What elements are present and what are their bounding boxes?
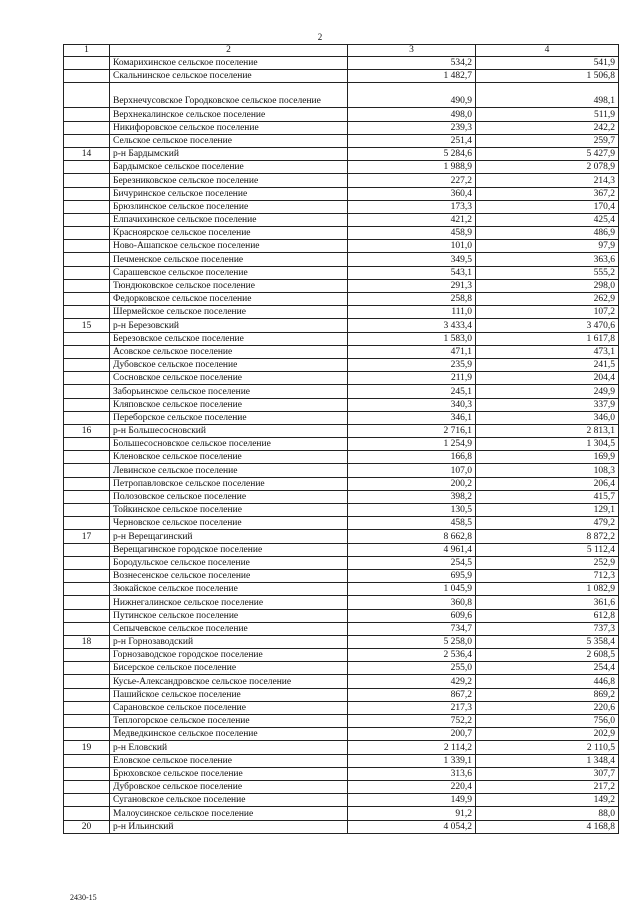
value-col3-cell: 498,0 — [348, 108, 476, 121]
value-col3-cell: 1 254,9 — [348, 438, 476, 451]
value-col4-cell: 5 427,9 — [476, 147, 619, 160]
value-col4-cell: 1 304,5 — [476, 438, 619, 451]
value-col3-cell: 458,5 — [348, 517, 476, 530]
name-cell: р-н Березовский — [110, 319, 348, 332]
settlement-row — [64, 543, 619, 556]
name-cell: Малоусинское сельское поселение — [110, 807, 348, 820]
value-col3-cell: 2 114,2 — [348, 741, 476, 754]
value-col4-cell: 1 082,9 — [476, 583, 619, 596]
name-cell: Красноярское сельское поселение — [110, 227, 348, 240]
name-cell: Еловское сельское поселение — [110, 754, 348, 767]
settlement-row — [64, 451, 619, 464]
value-col4-cell: 1 506,8 — [476, 70, 619, 83]
row-number-cell — [64, 794, 110, 807]
value-col3-cell: 3 433,4 — [348, 319, 476, 332]
name-cell: Нижнегалинское сельское поселение — [110, 596, 348, 609]
name-cell: Скальнинское сельское поселение — [110, 70, 348, 83]
value-col3-cell: 471,1 — [348, 345, 476, 358]
row-number-cell — [64, 266, 110, 279]
settlement-row — [64, 767, 619, 780]
value-col3-cell: 239,3 — [348, 121, 476, 134]
settlement-row — [64, 715, 619, 728]
column-header: 3 — [348, 45, 476, 57]
table-header-row — [64, 45, 619, 57]
value-col3-cell: 1 482,7 — [348, 70, 476, 83]
name-cell: Бисерское сельское поселение — [110, 662, 348, 675]
value-col3-cell: 543,1 — [348, 266, 476, 279]
name-cell: Вознесенское сельское поселение — [110, 569, 348, 582]
value-col3-cell: 91,2 — [348, 807, 476, 820]
row-number-cell — [64, 596, 110, 609]
value-col4-cell: 242,2 — [476, 121, 619, 134]
settlement-row — [64, 701, 619, 714]
value-col4-cell: 367,2 — [476, 187, 619, 200]
value-col4-cell: 425,4 — [476, 213, 619, 226]
name-cell: Брюховское сельское поселение — [110, 767, 348, 780]
value-col3-cell: 255,0 — [348, 662, 476, 675]
row-number-cell — [64, 543, 110, 556]
value-col4-cell: 2 110,5 — [476, 741, 619, 754]
row-number-cell — [64, 464, 110, 477]
name-cell: Шермейское сельское поселение — [110, 306, 348, 319]
settlement-row — [64, 70, 619, 83]
row-number-cell — [64, 385, 110, 398]
settlement-row — [64, 57, 619, 70]
settlement-row — [64, 293, 619, 306]
document-code: 2430-15 — [70, 893, 97, 902]
settlement-row — [64, 213, 619, 226]
value-col4-cell: 1 348,4 — [476, 754, 619, 767]
name-cell: Левинское сельское поселение — [110, 464, 348, 477]
value-col3-cell: 398,2 — [348, 490, 476, 503]
row-number-cell — [64, 306, 110, 319]
value-col3-cell: 867,2 — [348, 688, 476, 701]
name-cell: Полозовское сельское поселение — [110, 490, 348, 503]
page-number: 2 — [317, 32, 323, 42]
settlement-row — [64, 754, 619, 767]
settlement-row — [64, 688, 619, 701]
value-col4-cell: 108,3 — [476, 464, 619, 477]
value-col3-cell: 695,9 — [348, 569, 476, 582]
value-col4-cell: 555,2 — [476, 266, 619, 279]
column-header: 2 — [110, 45, 348, 57]
row-number-cell — [64, 411, 110, 424]
value-col4-cell: 254,4 — [476, 662, 619, 675]
settlement-row — [64, 174, 619, 187]
name-cell: Кляповское сельское поселение — [110, 398, 348, 411]
value-col4-cell: 259,7 — [476, 134, 619, 147]
row-number-cell — [64, 556, 110, 569]
name-cell: Тойкинское сельское поселение — [110, 504, 348, 517]
value-col4-cell: 169,9 — [476, 451, 619, 464]
name-cell: Сарашевское сельское поселение — [110, 266, 348, 279]
value-col3-cell: 2 716,1 — [348, 424, 476, 437]
name-cell: Бардымское сельское поселение — [110, 161, 348, 174]
settlement-row — [64, 490, 619, 503]
value-col3-cell: 130,5 — [348, 504, 476, 517]
name-cell: Асовское сельское поселение — [110, 345, 348, 358]
settlement-row — [64, 200, 619, 213]
value-col3-cell: 2 536,4 — [348, 649, 476, 662]
row-number-cell — [64, 662, 110, 675]
value-col3-cell: 5 258,0 — [348, 635, 476, 648]
row-number-cell: 16 — [64, 424, 110, 437]
name-cell: Дубовское сельское поселение — [110, 358, 348, 371]
value-col3-cell: 4 054,2 — [348, 820, 476, 833]
row-number-cell — [64, 398, 110, 411]
name-cell: Федорковское сельское поселение — [110, 293, 348, 306]
name-cell: Зюкайское сельское поселение — [110, 583, 348, 596]
value-col4-cell: 217,2 — [476, 780, 619, 793]
row-number-cell — [64, 121, 110, 134]
value-col4-cell: 498,1 — [476, 83, 619, 108]
settlement-row — [64, 662, 619, 675]
settlement-row — [64, 649, 619, 662]
value-col4-cell: 337,9 — [476, 398, 619, 411]
value-col3-cell: 166,8 — [348, 451, 476, 464]
settlement-row — [64, 477, 619, 490]
name-cell: Кусье-Александровское сельское поселение — [110, 675, 348, 688]
settlement-row — [64, 306, 619, 319]
value-col3-cell: 251,4 — [348, 134, 476, 147]
value-col4-cell: 2 078,9 — [476, 161, 619, 174]
value-col3-cell: 258,8 — [348, 293, 476, 306]
value-col4-cell: 129,1 — [476, 504, 619, 517]
value-col4-cell: 97,9 — [476, 240, 619, 253]
value-col3-cell: 200,7 — [348, 728, 476, 741]
row-number-cell — [64, 108, 110, 121]
settlement-row — [64, 227, 619, 240]
settlement-row — [64, 358, 619, 371]
settlement-row — [64, 83, 619, 108]
value-col4-cell: 107,2 — [476, 306, 619, 319]
name-cell: Горнозаводское городское поселение — [110, 649, 348, 662]
value-col4-cell: 5 358,4 — [476, 635, 619, 648]
value-col3-cell: 429,2 — [348, 675, 476, 688]
name-cell: р-н Большесосновский — [110, 424, 348, 437]
value-col3-cell: 4 961,4 — [348, 543, 476, 556]
name-cell: р-н Верещагинский — [110, 530, 348, 543]
settlement-row — [64, 728, 619, 741]
row-number-cell — [64, 253, 110, 266]
name-cell: Переборское сельское поселение — [110, 411, 348, 424]
value-col4-cell: 712,3 — [476, 569, 619, 582]
name-cell: Кленовское сельское поселение — [110, 451, 348, 464]
row-number-cell — [64, 715, 110, 728]
value-col4-cell: 8 872,2 — [476, 530, 619, 543]
row-number-cell — [64, 187, 110, 200]
value-col3-cell: 291,3 — [348, 279, 476, 292]
value-col4-cell: 737,3 — [476, 622, 619, 635]
value-col4-cell: 486,9 — [476, 227, 619, 240]
settlement-row — [64, 108, 619, 121]
name-cell: Сельское сельское поселение — [110, 134, 348, 147]
value-col4-cell: 262,9 — [476, 293, 619, 306]
row-number-cell — [64, 477, 110, 490]
name-cell: Пашийское сельское поселение — [110, 688, 348, 701]
name-cell: Никифоровское сельское поселение — [110, 121, 348, 134]
name-cell: Бородульское сельское поселение — [110, 556, 348, 569]
row-number-cell — [64, 583, 110, 596]
name-cell: Сарановское сельское поселение — [110, 701, 348, 714]
settlement-row — [64, 279, 619, 292]
district-row — [64, 319, 619, 332]
row-number-cell — [64, 490, 110, 503]
value-col4-cell: 363,6 — [476, 253, 619, 266]
row-number-cell — [64, 213, 110, 226]
row-number-cell — [64, 332, 110, 345]
row-number-cell — [64, 83, 110, 108]
settlement-row — [64, 780, 619, 793]
value-col3-cell: 1 045,9 — [348, 583, 476, 596]
district-row — [64, 424, 619, 437]
value-col3-cell: 346,1 — [348, 411, 476, 424]
value-col3-cell: 1 988,9 — [348, 161, 476, 174]
row-number-cell — [64, 438, 110, 451]
value-col4-cell: 241,5 — [476, 358, 619, 371]
row-number-cell — [64, 200, 110, 213]
row-number-cell — [64, 609, 110, 622]
row-number-cell — [64, 517, 110, 530]
value-col4-cell: 346,0 — [476, 411, 619, 424]
settlement-row — [64, 266, 619, 279]
settlement-row — [64, 596, 619, 609]
name-cell: Тюндюковское сельское поселение — [110, 279, 348, 292]
row-number-cell — [64, 767, 110, 780]
value-col3-cell: 1 583,0 — [348, 332, 476, 345]
name-cell: Заборьинское сельское поселение — [110, 385, 348, 398]
value-col4-cell: 298,0 — [476, 279, 619, 292]
row-number-cell — [64, 780, 110, 793]
value-col3-cell: 101,0 — [348, 240, 476, 253]
value-col3-cell: 8 662,8 — [348, 530, 476, 543]
value-col4-cell: 479,2 — [476, 517, 619, 530]
settlement-row — [64, 583, 619, 596]
row-number-cell: 14 — [64, 147, 110, 160]
value-col4-cell: 4 168,8 — [476, 820, 619, 833]
value-col3-cell: 340,3 — [348, 398, 476, 411]
name-cell: Верещагинское городское поселение — [110, 543, 348, 556]
settlement-row — [64, 385, 619, 398]
name-cell: р-н Горнозаводский — [110, 635, 348, 648]
value-col3-cell: 1 339,1 — [348, 754, 476, 767]
name-cell: Елпачихинское сельское поселение — [110, 213, 348, 226]
settlement-row — [64, 253, 619, 266]
name-cell: Верхнекалинское сельское поселение — [110, 108, 348, 121]
name-cell: Брюзлинское сельское поселение — [110, 200, 348, 213]
value-col4-cell: 204,4 — [476, 372, 619, 385]
value-col4-cell: 3 470,6 — [476, 319, 619, 332]
row-number-cell — [64, 451, 110, 464]
district-row — [64, 741, 619, 754]
row-number-cell: 15 — [64, 319, 110, 332]
settlement-row — [64, 438, 619, 451]
value-col4-cell: 2 813,1 — [476, 424, 619, 437]
value-col3-cell: 5 284,6 — [348, 147, 476, 160]
row-number-cell — [64, 70, 110, 83]
row-number-cell — [64, 807, 110, 820]
value-col3-cell: 235,9 — [348, 358, 476, 371]
value-col3-cell: 227,2 — [348, 174, 476, 187]
settlement-row — [64, 504, 619, 517]
row-number-cell — [64, 675, 110, 688]
name-cell: Бичуринское сельское поселение — [110, 187, 348, 200]
value-col3-cell: 107,0 — [348, 464, 476, 477]
settlement-row — [64, 187, 619, 200]
row-number-cell: 18 — [64, 635, 110, 648]
name-cell: Путинское сельское поселение — [110, 609, 348, 622]
row-number-cell — [64, 504, 110, 517]
name-cell: Черновское сельское поселение — [110, 517, 348, 530]
name-cell: Сосновское сельское поселение — [110, 372, 348, 385]
row-number-cell: 20 — [64, 820, 110, 833]
settlement-row — [64, 609, 619, 622]
value-col4-cell: 1 617,8 — [476, 332, 619, 345]
row-number-cell — [64, 622, 110, 635]
settlement-row — [64, 622, 619, 635]
value-col4-cell: 5 112,4 — [476, 543, 619, 556]
value-col3-cell: 752,2 — [348, 715, 476, 728]
settlement-row — [64, 794, 619, 807]
value-col3-cell: 360,4 — [348, 187, 476, 200]
row-number-cell — [64, 134, 110, 147]
settlement-row — [64, 240, 619, 253]
row-number-cell — [64, 358, 110, 371]
value-col3-cell: 173,3 — [348, 200, 476, 213]
settlement-row — [64, 398, 619, 411]
column-header: 1 — [64, 45, 110, 57]
name-cell: Ново-Ашапское сельское поселение — [110, 240, 348, 253]
column-header: 4 — [476, 45, 619, 57]
value-col3-cell: 200,2 — [348, 477, 476, 490]
name-cell: Березниковское сельское поселение — [110, 174, 348, 187]
name-cell: Сепычевское сельское поселение — [110, 622, 348, 635]
district-row — [64, 635, 619, 648]
value-col4-cell: 149,2 — [476, 794, 619, 807]
row-number-cell — [64, 701, 110, 714]
value-col3-cell: 254,5 — [348, 556, 476, 569]
name-cell: Печменское сельское поселение — [110, 253, 348, 266]
name-cell: Комарихинское сельское поселение — [110, 57, 348, 70]
row-number-cell: 17 — [64, 530, 110, 543]
value-col3-cell: 349,5 — [348, 253, 476, 266]
row-number-cell — [64, 688, 110, 701]
row-number-cell — [64, 227, 110, 240]
value-col4-cell: 88,0 — [476, 807, 619, 820]
value-col4-cell: 170,4 — [476, 200, 619, 213]
settlement-row — [64, 121, 619, 134]
row-number-cell: 19 — [64, 741, 110, 754]
district-row — [64, 530, 619, 543]
value-col4-cell: 541,9 — [476, 57, 619, 70]
row-number-cell — [64, 728, 110, 741]
value-col4-cell: 220,6 — [476, 701, 619, 714]
district-row — [64, 820, 619, 833]
row-number-cell — [64, 754, 110, 767]
value-col3-cell: 734,7 — [348, 622, 476, 635]
value-col4-cell: 869,2 — [476, 688, 619, 701]
settlement-row — [64, 134, 619, 147]
value-col4-cell: 511,9 — [476, 108, 619, 121]
value-col3-cell: 421,2 — [348, 213, 476, 226]
name-cell: р-н Ильинский — [110, 820, 348, 833]
value-col3-cell: 217,3 — [348, 701, 476, 714]
value-col3-cell: 360,8 — [348, 596, 476, 609]
budget-table — [63, 44, 619, 834]
value-col4-cell: 612,8 — [476, 609, 619, 622]
value-col4-cell: 756,0 — [476, 715, 619, 728]
value-col4-cell: 473,1 — [476, 345, 619, 358]
settlement-row — [64, 411, 619, 424]
value-col4-cell: 415,7 — [476, 490, 619, 503]
value-col3-cell: 534,2 — [348, 57, 476, 70]
value-col3-cell: 111,0 — [348, 306, 476, 319]
settlement-row — [64, 372, 619, 385]
row-number-cell — [64, 569, 110, 582]
settlement-row — [64, 517, 619, 530]
value-col4-cell: 446,8 — [476, 675, 619, 688]
row-number-cell — [64, 279, 110, 292]
row-number-cell — [64, 345, 110, 358]
name-cell: Медведкинское сельское поселение — [110, 728, 348, 741]
district-row — [64, 147, 619, 160]
row-number-cell — [64, 372, 110, 385]
value-col4-cell: 202,9 — [476, 728, 619, 741]
value-col3-cell: 149,9 — [348, 794, 476, 807]
settlement-row — [64, 807, 619, 820]
name-cell: Большесосновское сельское поселение — [110, 438, 348, 451]
value-col4-cell: 214,3 — [476, 174, 619, 187]
settlement-row — [64, 569, 619, 582]
value-col3-cell: 458,9 — [348, 227, 476, 240]
name-cell: Петропавловское сельское поселение — [110, 477, 348, 490]
value-col3-cell: 609,6 — [348, 609, 476, 622]
row-number-cell — [64, 649, 110, 662]
value-col4-cell: 249,9 — [476, 385, 619, 398]
name-cell: Дубровское сельское поселение — [110, 780, 348, 793]
value-col3-cell: 313,6 — [348, 767, 476, 780]
value-col3-cell: 245,1 — [348, 385, 476, 398]
value-col4-cell: 2 608,5 — [476, 649, 619, 662]
value-col3-cell: 490,9 — [348, 83, 476, 108]
settlement-row — [64, 556, 619, 569]
name-cell: Березовское сельское поселение — [110, 332, 348, 345]
value-col4-cell: 361,6 — [476, 596, 619, 609]
name-cell: Теплогорское сельское поселение — [110, 715, 348, 728]
settlement-row — [64, 332, 619, 345]
name-cell: р-н Бардымский — [110, 147, 348, 160]
settlement-row — [64, 464, 619, 477]
row-number-cell — [64, 240, 110, 253]
value-col4-cell: 307,7 — [476, 767, 619, 780]
settlement-row — [64, 345, 619, 358]
value-col4-cell: 206,4 — [476, 477, 619, 490]
name-cell: Сугановское сельское поселение — [110, 794, 348, 807]
row-number-cell — [64, 174, 110, 187]
row-number-cell — [64, 57, 110, 70]
name-cell: р-н Еловский — [110, 741, 348, 754]
name-cell: Верхнечусовское Городковское сельское поселение — [110, 83, 348, 108]
value-col3-cell: 220,4 — [348, 780, 476, 793]
settlement-row — [64, 161, 619, 174]
settlement-row — [64, 675, 619, 688]
row-number-cell — [64, 161, 110, 174]
row-number-cell — [64, 293, 110, 306]
value-col3-cell: 211,9 — [348, 372, 476, 385]
value-col4-cell: 252,9 — [476, 556, 619, 569]
